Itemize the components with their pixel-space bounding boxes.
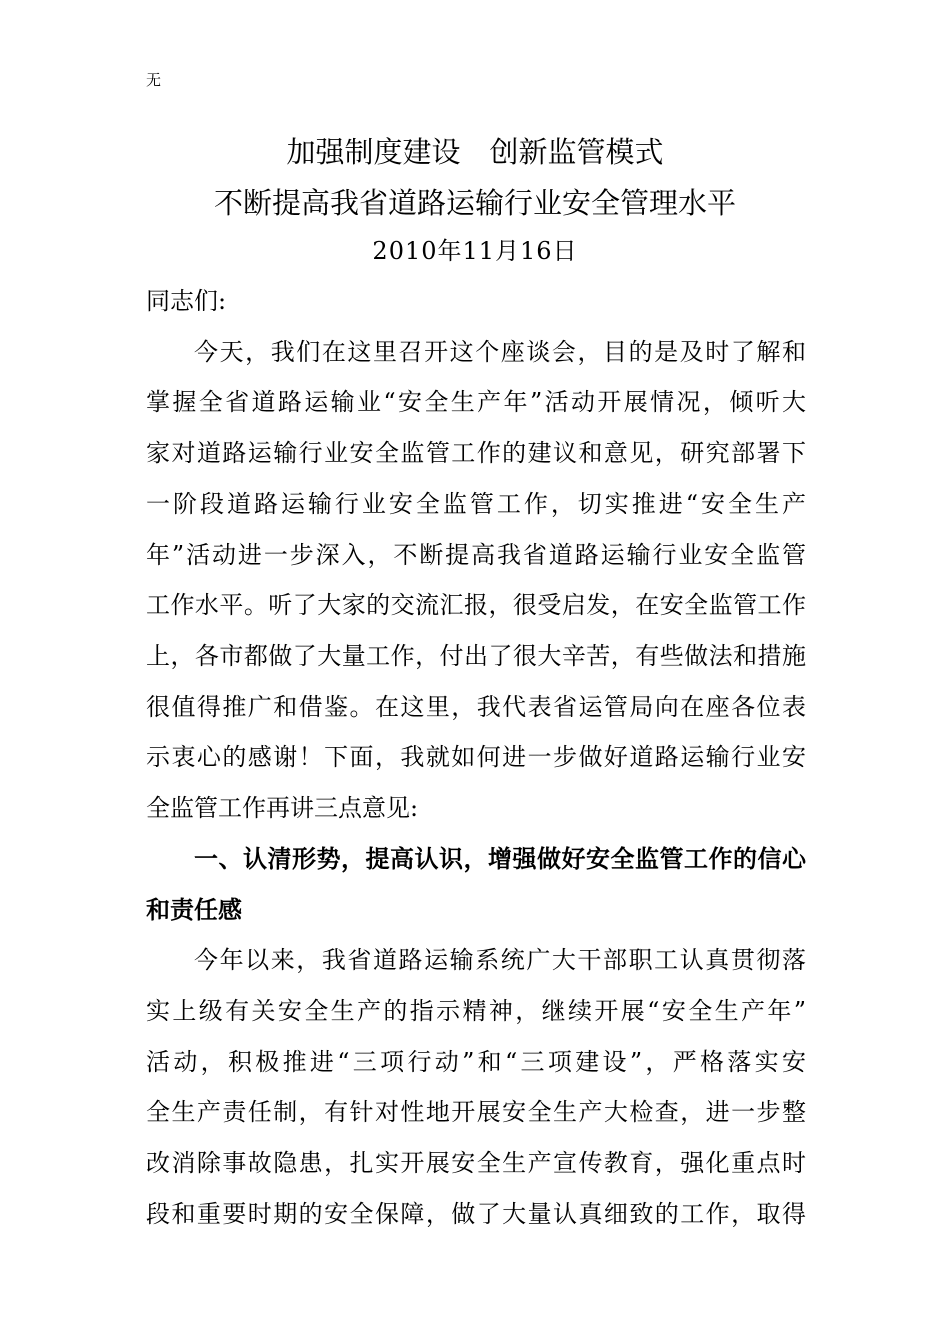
paragraph-2-line: 活动，积极推进“三项行动”和“三项建设”，严格落实安	[146, 1048, 806, 1076]
section-1-heading-line: 和责任感	[146, 896, 242, 924]
salutation: 同志们:	[146, 287, 227, 315]
document-title-line-1: 加强制度建设 创新监管模式	[286, 135, 664, 169]
paragraph-1-line: 很值得推广和借鉴。在这里，我代表省运管局向在座各位表	[146, 693, 806, 721]
paragraph-1-line: 上，各市都做了大量工作，付出了很大辛苦，有些做法和措施	[146, 642, 806, 670]
paragraph-1-line: 家对道路运输行业安全监管工作的建议和意见，研究部署下	[146, 439, 806, 467]
paragraph-1-line: 掌握全省道路运输业“安全生产年”活动开展情况，倾听大	[146, 388, 806, 416]
paragraph-2-line: 段和重要时期的安全保障，做了大量认真细致的工作，取得	[146, 1200, 806, 1228]
paragraph-1-line: 今天，我们在这里召开这个座谈会，目的是及时了解和	[194, 338, 806, 366]
paragraph-1-line: 全监管工作再讲三点意见:	[146, 794, 419, 822]
paragraph-2-line: 实上级有关安全生产的指示精神，继续开展“安全生产年”	[146, 997, 806, 1025]
paragraph-2-line: 全生产责任制，有针对性地开展安全生产大检查，进一步整	[146, 1098, 806, 1126]
header-mark: 无	[146, 71, 162, 89]
paragraph-1-line: 一阶段道路运输行业安全监管工作，切实推进“安全生产	[146, 490, 806, 518]
paragraph-1-line: 工作水平。听了大家的交流汇报，很受启发，在安全监管工作	[146, 591, 806, 619]
document-date: 2010年11月16日	[372, 237, 578, 265]
paragraph-2-line: 改消除事故隐患，扎实开展安全生产宣传教育，强化重点时	[146, 1149, 806, 1177]
paragraph-2-line: 今年以来，我省道路运输系统广大干部职工认真贯彻落	[194, 946, 806, 974]
document-title-line-2: 不断提高我省道路运输行业安全管理水平	[213, 186, 736, 220]
section-1-heading-line: 一、认清形势，提高认识，增强做好安全监管工作的信心	[194, 845, 806, 873]
paragraph-1-line: 年”活动进一步深入，不断提高我省道路运输行业安全监管	[146, 541, 806, 569]
paragraph-1-line: 示衷心的感谢！下面，我就如何进一步做好道路运输行业安	[146, 743, 806, 771]
